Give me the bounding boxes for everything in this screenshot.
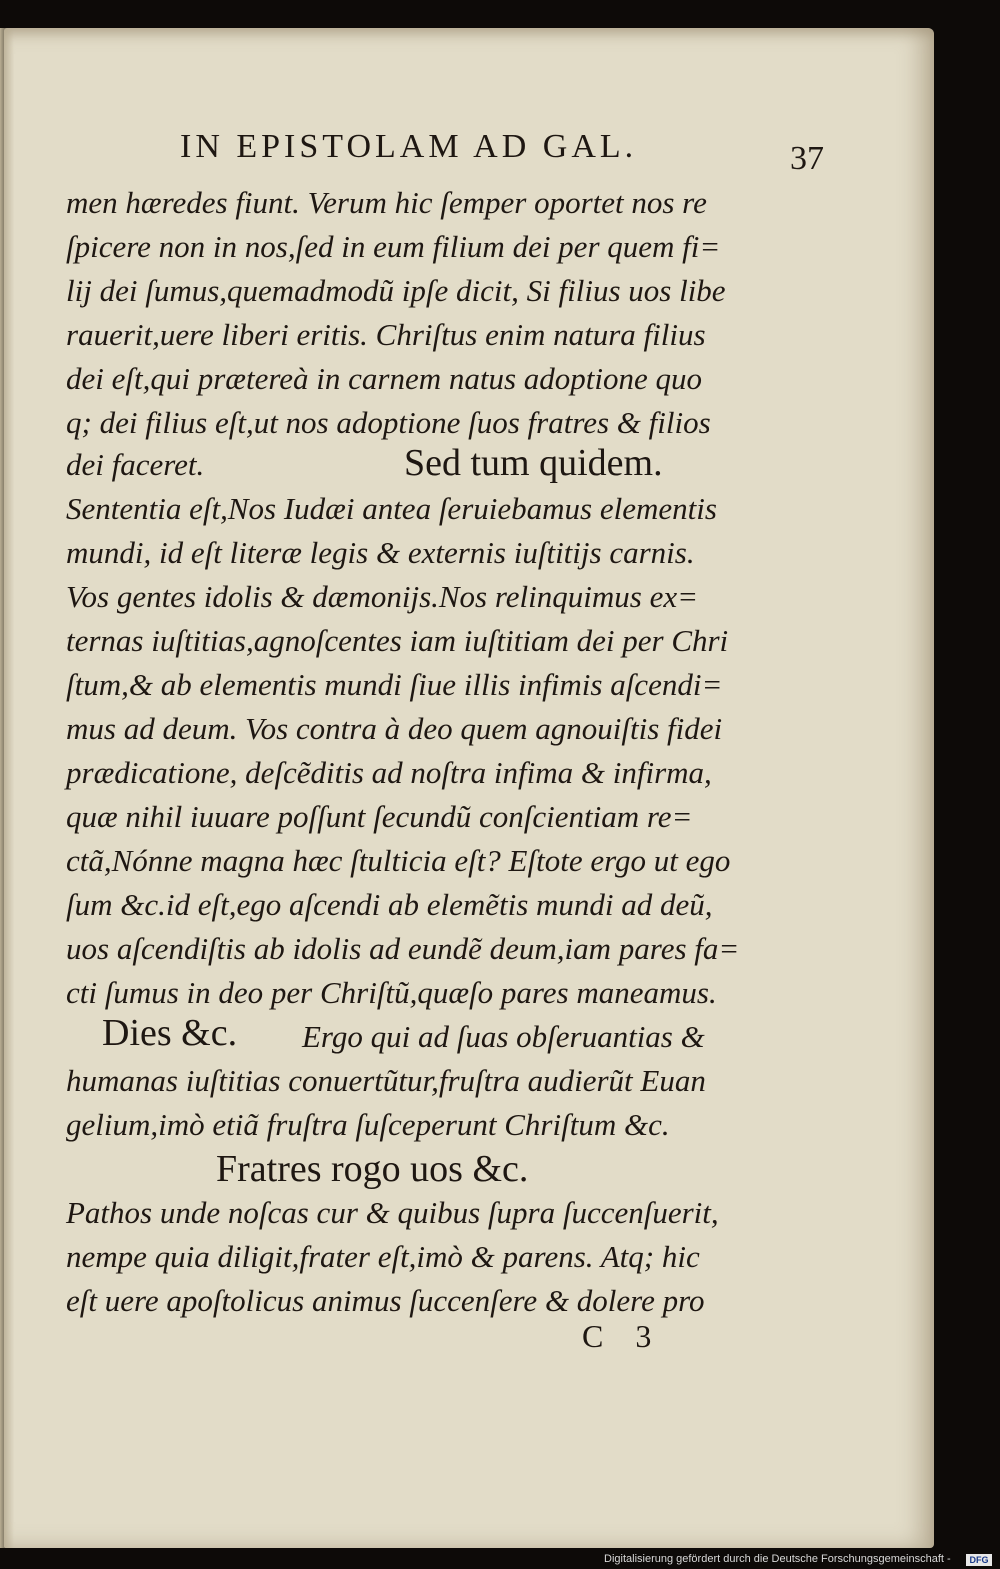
text-line: gelium,imò etiã fruſtra ſuſceperunt Chriſtum &c. xyxy=(66,1107,670,1142)
text-line: cti ſumus in deo per Chriſtũ,quæſo pares maneamus. xyxy=(66,975,717,1010)
text-line: lij dei ſumus,quemadmodũ ipſe dicit, Si filius uos libe xyxy=(66,273,726,308)
text-line: mus ad deum. Vos contra à deo quem agnouiſtis fidei xyxy=(66,711,723,746)
lemma-heading: Sed tum quidem. xyxy=(404,442,663,484)
text-line: rauerit,uere liberi eritis. Chriſtus enim natura filius xyxy=(66,317,706,352)
text-line: nempe quia diligit,frater eſt,imò & parens. Atq; hic xyxy=(66,1239,700,1274)
text-line: eſt uere apoſtolicus animus ſuccenſere & dolere pro xyxy=(66,1283,705,1318)
text-line: Ergo qui ad ſuas obſeruantias & xyxy=(302,1019,705,1054)
running-head: IN EPISTOLAM AD GAL. xyxy=(180,128,638,165)
text-line: Sententia eſt,Nos Iudæi antea ſeruiebamus elementis xyxy=(66,491,717,526)
text-line: dei faceret. xyxy=(66,447,205,482)
folio-number: 37 xyxy=(790,140,824,177)
text-line: dei eſt,qui prætereà in carnem natus adoptione quo xyxy=(66,361,702,396)
text-line: mundi, id eſt literæ legis & externis iuſtitijs carnis. xyxy=(66,535,695,570)
funding-credit: Digitalisierung gefördert durch die Deutsche Forschungsgemeinschaft - xyxy=(604,1553,951,1565)
dfg-logo-icon: DFG xyxy=(966,1554,992,1566)
text-line: quæ nihil iuuare poſſunt ſecundũ conſcientiam re= xyxy=(66,799,693,834)
text-line: men hæredes fiunt. Verum hic ſemper oportet nos re xyxy=(66,185,707,220)
text-line: Vos gentes idolis & dæmonijs.Nos relinquimus ex= xyxy=(66,579,699,614)
text-line: ſpicere non in nos,ſed in eum filium dei per quem fi= xyxy=(66,229,721,264)
text-line: ſum &c.id eſt,ego aſcendi ab elemẽtis mundi ad deũ, xyxy=(66,887,713,922)
text-line: ſtum,& ab elementis mundi ſiue illis infimis aſcendi= xyxy=(66,667,723,702)
lemma-heading: Fratres rogo uos &c. xyxy=(216,1148,529,1190)
text-line: q; dei filius eſt,ut nos adoptione ſuos fratres & filios xyxy=(66,405,711,440)
text-line: Pathos unde noſcas cur & quibus ſupra ſuccenſuerit, xyxy=(66,1195,719,1230)
lemma-heading: Dies &c. xyxy=(102,1012,238,1054)
text-line: ctã,Nónne magna hæc ſtulticia eſt? Eſtote ergo ut ego xyxy=(66,843,731,878)
signature-mark: C 3 xyxy=(582,1318,664,1354)
text-line: humanas iuſtitias conuertũtur,fruſtra audierũt Euan xyxy=(66,1063,706,1098)
text-line: ternas iuſtitias,agnoſcentes iam iuſtitiam dei per Chri xyxy=(66,623,729,658)
text-line: uos aſcendiſtis ab idolis ad eundẽ deum,iam pares fa= xyxy=(66,931,740,966)
page-edge-shadow xyxy=(0,28,14,1548)
text-line: prædicatione, deſcẽditis ad noſtra infima & infirma, xyxy=(66,755,712,790)
